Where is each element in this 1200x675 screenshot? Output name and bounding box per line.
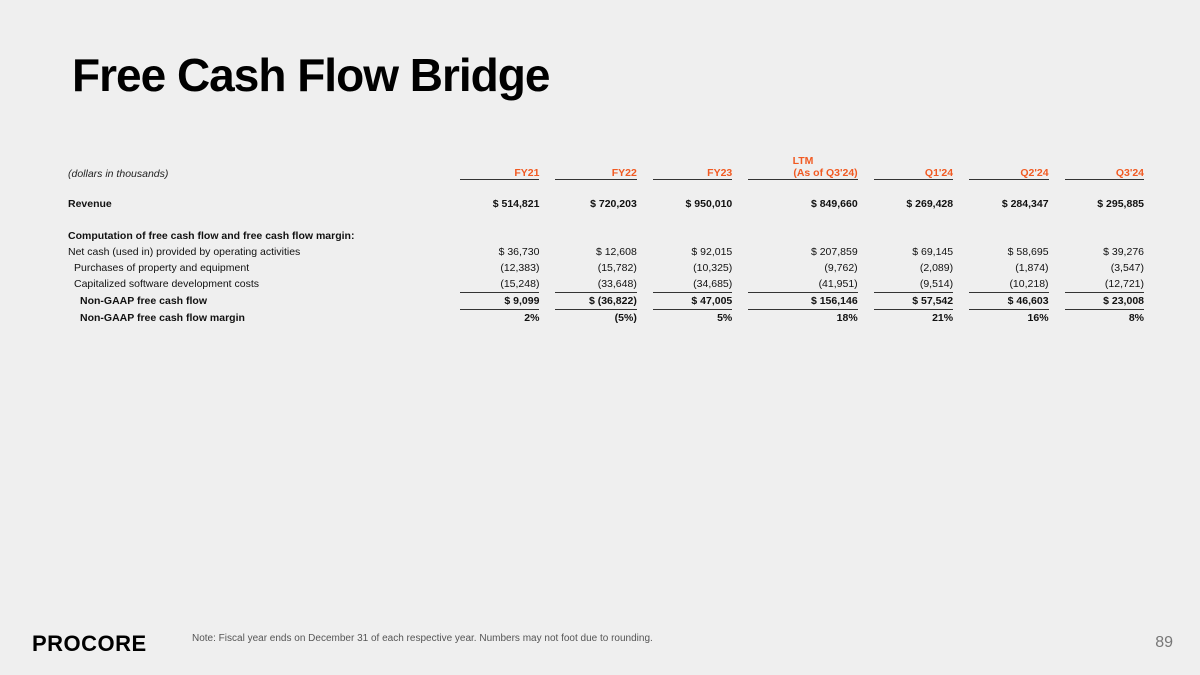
table-row-free-cash-flow-margin <box>68 310 1144 327</box>
table-cell: 8% <box>1128 312 1144 324</box>
table-cell: $ 36,730 <box>498 246 540 258</box>
section-heading: Computation of free cash flow and free cash flow margin: <box>68 230 355 242</box>
table-row-purchases <box>68 260 1144 276</box>
page-title: Free Cash Flow Bridge <box>72 49 550 101</box>
table-cell: (15,248) <box>460 276 539 293</box>
table-cell: (10,218) <box>969 276 1048 293</box>
table-row-free-cash-flow <box>68 293 1144 310</box>
row-label: Net cash (used in) provided by operating activities <box>68 246 301 258</box>
table-cell: (9,514) <box>874 276 953 293</box>
table-cell: $ 12,608 <box>595 246 637 258</box>
table-cell: (2,089) <box>919 262 954 274</box>
page-number: 89 <box>1155 634 1173 651</box>
table-cell: $ 39,276 <box>1103 246 1144 258</box>
column-header-q1-24: Q1'24 <box>874 155 953 180</box>
table-cell: 21% <box>932 312 954 324</box>
table-cell: (12,383) <box>500 262 540 274</box>
column-header-fy23: FY23 <box>653 155 732 180</box>
units-note: (dollars in thousands) <box>68 167 169 180</box>
table-cell: (15,782) <box>597 262 637 274</box>
row-label: Capitalized software development costs <box>74 278 260 291</box>
column-header-fy22: FY22 <box>555 155 636 180</box>
row-label: Revenue <box>68 198 112 210</box>
table-cell: $ 514,821 <box>492 198 540 210</box>
footer-note: Note: Fiscal year ends on December 31 of each respective year. Numbers may not foot due to rounding. <box>192 633 653 644</box>
svg-text:PROCORE: PROCORE <box>32 631 147 656</box>
table-cell: $ 47,005 <box>653 293 732 310</box>
column-header-fy21: FY21 <box>460 155 539 180</box>
table-cell: (41,951) <box>748 276 857 293</box>
column-header-row <box>68 155 1144 180</box>
table-cell: $ 69,145 <box>912 246 954 258</box>
table-cell: (10,325) <box>693 262 733 274</box>
table-cell: $ 23,008 <box>1065 293 1144 310</box>
column-header-q2-24: Q2'24 <box>969 155 1048 180</box>
table-row-revenue <box>68 196 1144 212</box>
row-label: Non-GAAP free cash flow <box>80 295 207 307</box>
table-cell: 16% <box>1027 312 1049 324</box>
table-cell: (33,648) <box>555 276 636 293</box>
table-cell: $ 720,203 <box>590 198 637 210</box>
table-cell: $ 156,146 <box>748 293 857 310</box>
table-cell: 18% <box>836 312 858 324</box>
column-header-q3-24: Q3'24 <box>1065 155 1144 180</box>
table-cell: (3,547) <box>1110 262 1144 274</box>
table-cell: $ 284,347 <box>1001 198 1049 210</box>
table-cell: (5%) <box>614 312 637 324</box>
table-cell: $ 9,099 <box>460 293 539 310</box>
table-cell: (1,874) <box>1015 262 1049 274</box>
table-cell: $ 849,660 <box>810 198 858 210</box>
column-header-ltm: LTM (As of Q3'24) <box>748 155 857 180</box>
table-cell: 5% <box>717 312 733 324</box>
table-cell: $ 950,010 <box>685 198 733 210</box>
table-row-net-cash <box>68 244 1144 260</box>
table-cell: $ (36,822) <box>555 293 636 310</box>
row-label: Purchases of property and equipment <box>74 262 250 274</box>
table-cell: $ 207,859 <box>810 246 858 258</box>
table-cell: $ 295,885 <box>1097 198 1144 210</box>
section-heading-row <box>68 228 1144 244</box>
table-cell: 2% <box>524 312 540 324</box>
table-cell: (34,685) <box>653 276 732 293</box>
table-cell: $ 58,695 <box>1007 246 1049 258</box>
table-cell: $ 92,015 <box>691 246 733 258</box>
table-cell: (9,762) <box>824 262 858 274</box>
free-cash-flow-table <box>68 155 1144 326</box>
table-row-capitalized-software <box>68 276 1144 293</box>
procore-logo <box>32 630 168 656</box>
table-cell: (12,721) <box>1065 276 1144 293</box>
table-cell: $ 46,603 <box>969 293 1048 310</box>
table-cell: $ 269,428 <box>906 198 954 210</box>
row-label: Non-GAAP free cash flow margin <box>80 311 245 324</box>
table-cell: $ 57,542 <box>874 293 953 310</box>
